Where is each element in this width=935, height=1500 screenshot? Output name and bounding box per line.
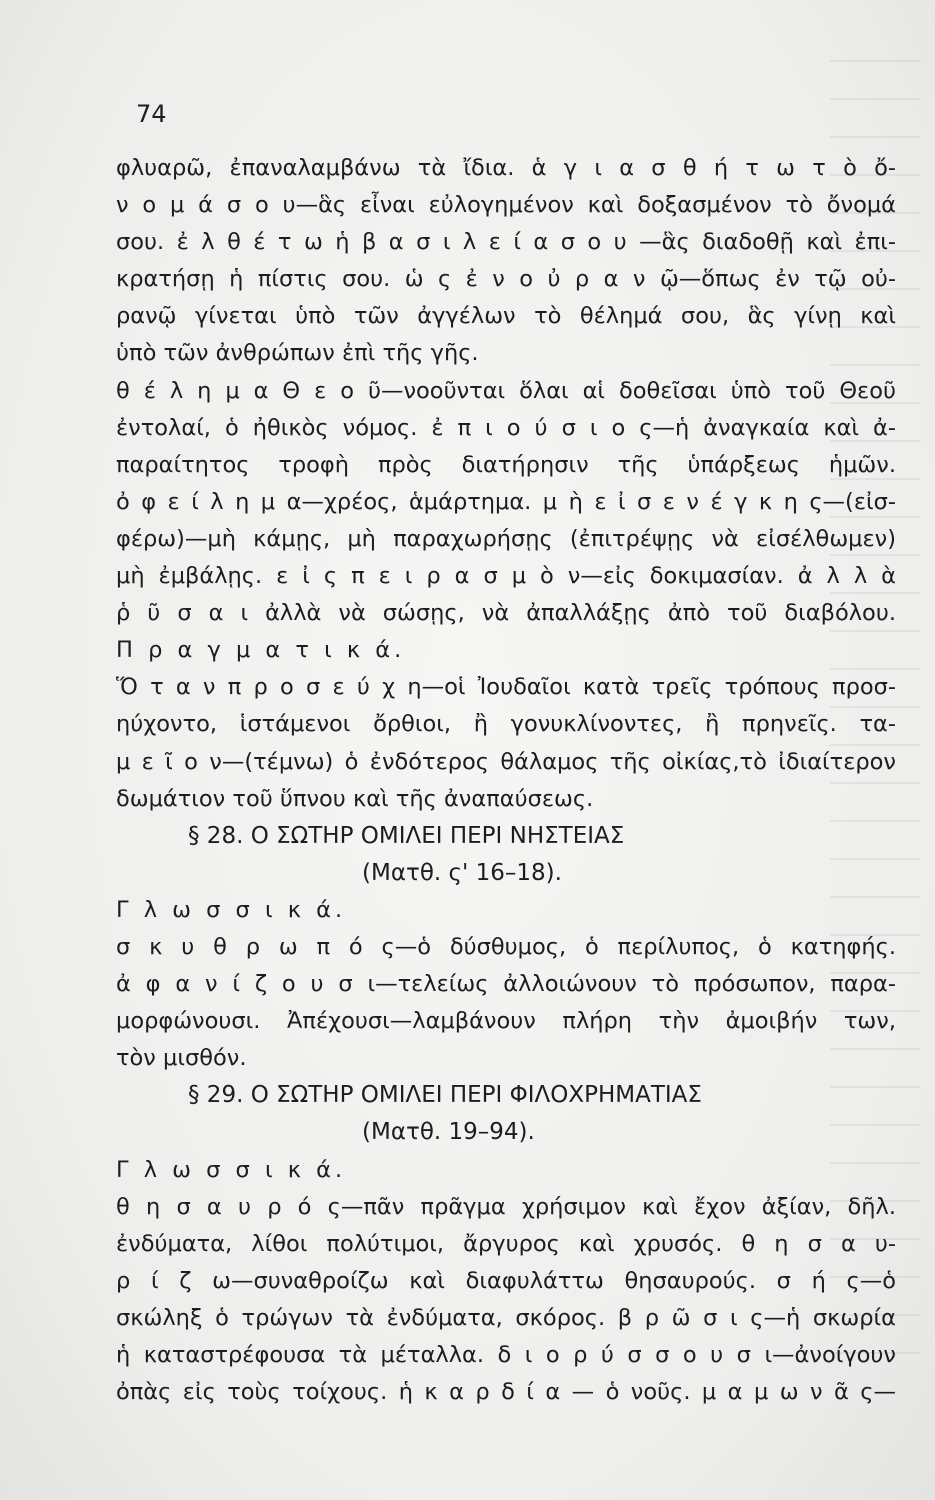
- text-line: ῥ ῦ σ α ι ἀλλὰ νὰ σώσῃς, νὰ ἀπαλλάξῃς ἀπὸ τοῦ διαβόλου.: [116, 600, 896, 627]
- text-line: μορφώνουσι. Ἀπέχουσι—λαμβάνουν πλήρη τὴν ἀμοιβήν των,: [116, 1008, 896, 1035]
- text-line: παραίτητος τροφὴ πρὸς διατήρησιν τῆς ὑπάρξεως ἡμῶν.: [116, 451, 896, 478]
- section-subheading: Γ λ ω σ σ ι κ ά.: [116, 1156, 347, 1183]
- text-line: ἐντολαί, ὁ ἠθικὸς νόμος. ἐ π ι ο ύ σ ι ο ς—ἡ ἀναγκαία καὶ ἀ-: [116, 414, 896, 441]
- section-heading: § 29. Ο ΣΩΤΗΡ ΟΜΙΛΕΙ ΠΕΡΙ ΦΙΛΟΧΡΗΜΑΤΙΑΣ: [188, 1082, 702, 1109]
- text-line: θ έ λ η μ α Θ ε ο ῦ—νοοῦνται ὅλαι αἱ δοθεῖσαι ὑπὸ τοῦ Θεοῦ: [116, 377, 896, 404]
- text-line: φλυαρῶ, ἐπαναλαμβάνω τὰ ἴδια. ἁ γ ι α σ θ ή τ ω τ ὸ ὄ-: [116, 155, 896, 181]
- text-line: ὀπὰς εἰς τοὺς τοίχους. ἡ κ α ρ δ ί α — ὁ νοῦς. μ α μ ω ν ᾶ ς—: [116, 1379, 896, 1406]
- section-subheading: Π ρ α γ μ α τ ι κ ά.: [116, 637, 406, 664]
- text-line: ὑπὸ τῶν ἀνθρώπων ἐπὶ τῆς γῆς.: [116, 340, 479, 367]
- text-line: δωμάτιον τοῦ ὕπνου καὶ τῆς ἀναπαύσεως.: [116, 785, 594, 812]
- text-line: ν ο μ ά σ ο υ—ἃς εἶναι εὐλογημένον καὶ δοξασμένον τὸ ὄνομά: [116, 192, 896, 219]
- text-line: μὴ ἐμβάλῃς. ε ἰ ς π ε ι ρ α σ μ ὸ ν—εἰς δοκιμασίαν. ἀ λ λ ὰ: [116, 563, 896, 590]
- page-text: [116, 150, 896, 1411]
- text-line: σου. ἐ λ θ έ τ ω ἡ β α σ ι λ ε ί α σ ο υ —ἃς διαδοθῇ καὶ ἐπι-: [116, 229, 896, 256]
- text-line: σκώληξ ὁ τρώγων τὰ ἐνδύματα, σκόρος. β ρ ῶ σ ι ς—ἡ σκωρία: [116, 1304, 896, 1331]
- section-reference: (Ματθ. ς' 16–18).: [362, 859, 562, 886]
- text-line: ηύχοντο, ἱστάμενοι ὄρθιοι, ἢ γονυκλίνοντες, ἢ πρηνεῖς. τα-: [116, 711, 896, 738]
- text-line: ὀ φ ε ί λ η μ α—χρέος, ἁμάρτημα. μ ὴ ε ἰ σ ε ν έ γ κ η ς—(εἰσ-: [116, 488, 896, 515]
- text-line: ἡ καταστρέφουσα τὰ μέταλλα. δ ι ο ρ ύ σ σ ο υ σ ι—ἀνοίγουν: [116, 1342, 896, 1368]
- text-line: θ η σ α υ ρ ό ς—πᾶν πρᾶγμα χρήσιμον καὶ ἔχον ἀξίαν, δῆλ.: [116, 1193, 896, 1220]
- section-heading: § 28. Ο ΣΩΤΗΡ ΟΜΙΛΕΙ ΠΕΡΙ ΝΗΣΤΕΙΑΣ: [188, 822, 625, 849]
- text-line: ἐνδύματα, λίθοι πολύτιμοι, ἄργυρος καὶ χρυσός. θ η σ α υ-: [116, 1230, 896, 1257]
- text-line: μ ε ῖ ο ν—(τέμνω) ὁ ἐνδότερος θάλαμος τῆς οἰκίας,τὸ ἰδιαίτερον: [116, 748, 896, 775]
- text-line: ρ ί ζ ω—συναθροίζω καὶ διαφυλάττω θησαυρούς. σ ή ς—ὁ: [116, 1267, 896, 1294]
- page-number: 74: [136, 100, 167, 128]
- text-line: ρανῷ γίνεται ὑπὸ τῶν ἀγγέλων τὸ θέλημά σου, ἃς γίνῃ καὶ: [116, 303, 896, 330]
- section-reference: (Ματθ. 19–94).: [362, 1119, 535, 1146]
- section-subheading: Γ λ ω σ σ ι κ ά.: [116, 896, 347, 923]
- text-line: σ κ υ θ ρ ω π ό ς—ὁ δύσθυμος, ὁ περίλυπος, ὁ κατηφής.: [116, 933, 896, 960]
- text-line: φέρω)—μὴ κάμῃς, μὴ παραχωρήσῃς (ἐπιτρέψῃς νὰ εἰσέλθωμεν): [116, 525, 896, 552]
- text-line: Ὅ τ α ν π ρ ο σ ε ύ χ η—οἱ Ἰουδαῖοι κατὰ τρεῖς τρόπους προσ-: [116, 674, 896, 701]
- text-line: ἀ φ α ν ί ζ ο υ σ ι—τελείως ἀλλοιώνουν τὸ πρόσωπον, παρα-: [116, 971, 896, 998]
- text-line: τὸν μισθόν.: [116, 1045, 247, 1072]
- text-line: κρατήσῃ ἡ πίστις σου. ὡ ς ἐ ν ο ὐ ρ α ν ῷ—ὅπως ἐν τῷ οὐ-: [116, 266, 896, 293]
